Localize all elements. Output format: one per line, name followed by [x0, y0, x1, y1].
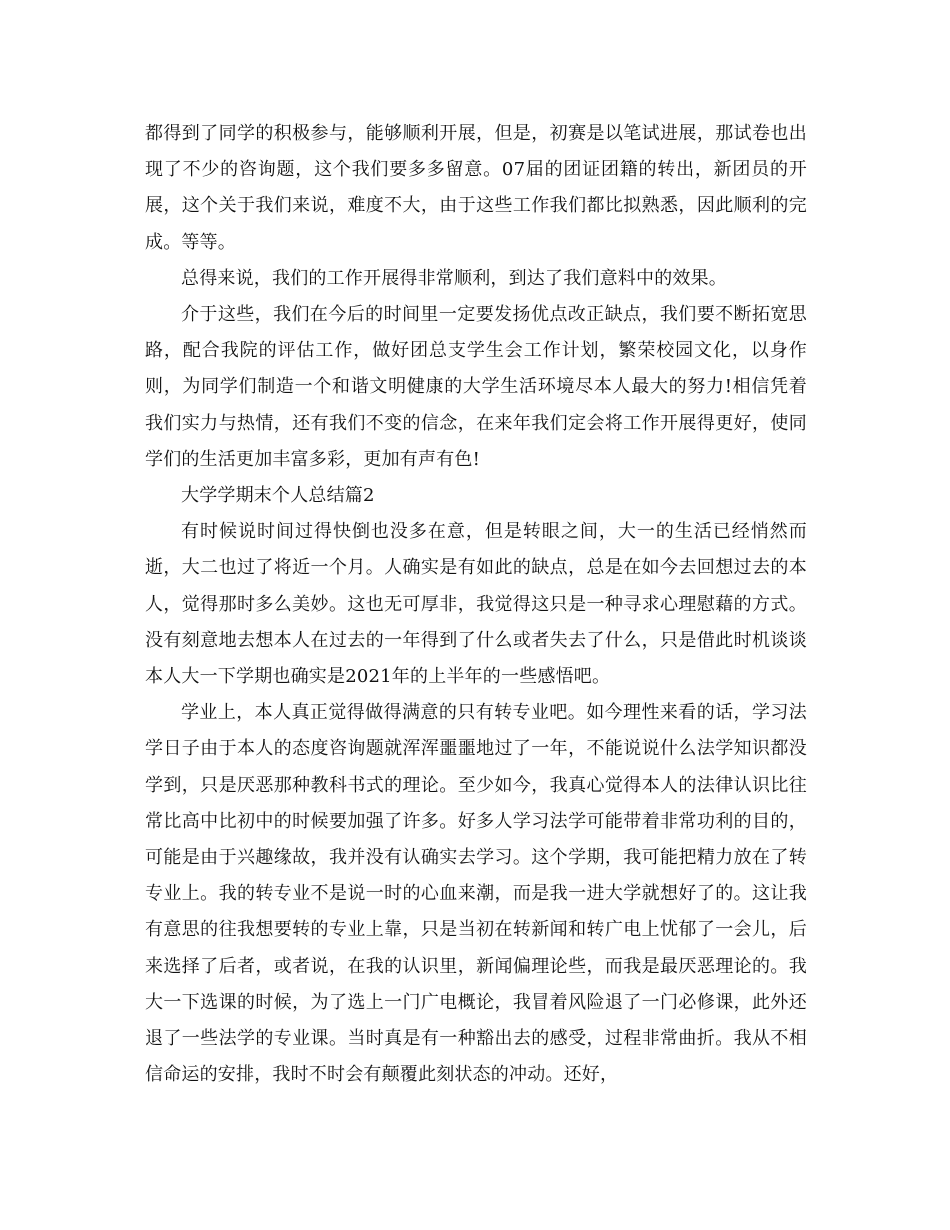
paragraph-summary: 总得来说，我们的工作开展得非常顺利，到达了我们意料中的效果。: [181, 267, 727, 289]
paragraph-outlook: 介于这些，我们在今后的时间里一定要发扬优点改正缺点，我们要不断拓宽思路，配合我院的评估工作，做好团总支学生会工作计划，繁荣校园文化，以身作则，为同学们制造一个和谐文明健康的大学生活环境尽本人最大的努力!相信凭着我们实力与热情，还有我们不变的信念，在来年我们定会将工作开展得更好，使同学们的生活更加丰富多彩，更加有声有色!: [145, 304, 807, 470]
paragraph-continuation: 都得到了同学的积极参与，能够顺利开展，但是，初赛是以笔试进展，那试卷也出现了不少的咨询题，这个我们要多多留意。07届的团证团籍的转出，新团员的开展，这个关于我们来说，难度不大，由于这些工作我们都比拟熟悉，因此顺利的完成。等等。: [145, 123, 807, 253]
paragraph-academics: 学业上，本人真正觉得做得满意的只有转专业吧。如今理性来看的话，学习法学日子由于本人的态度咨询题就浑浑噩噩地过了一年，不能说说什么法学知识都没学到，只是厌恶那种教科书式的理论。至少如今，我真心觉得本人的法律认识比往常比高中比初中的时候要加强了许多。好多人学习法学可能带着非常功利的目的，可能是由于兴趣缘故，我并没有认确实去学习。这个学期，我可能把精力放在了转专业上。我的转专业不是说一时的心血来潮，而是我一进大学就想好了的。这让我有意思的往我想要转的专业上靠，只是当初在转新闻和转广电上忧郁了一会儿，后来选择了后者，或者说，在我的认识里，新闻偏理论些，而我是最厌恶理论的。我大一下选课的时候，为了选上一门广电概论，我冒着风险退了一门必修课，此外还退了一些法学的专业课。当时真是有一种豁出去的感受，过程非常曲折。我从不相信命运的安排，我时不时会有颠覆此刻状态的冲动。还好，: [145, 702, 807, 1086]
paragraph-reflection: 有时候说时间过得快倒也没多在意，但是转眼之间，大一的生活已经悄然而逝，大二也过了将近一个月。人确实是有如此的缺点，总是在如今去回想过去的本人，觉得那时多么美妙。这也无可厚非，我觉得这只是一种寻求心理慰藉的方式。没有刻意地去想本人在过去的一年得到了什么或者失去了什么，只是借此时机谈谈本人大一下学期也确实是2021年的上半年的一些感悟吧。: [145, 521, 807, 688]
document-page: [145, 116, 807, 1093]
section-heading: 大学学期末个人总结篇2: [181, 485, 375, 507]
